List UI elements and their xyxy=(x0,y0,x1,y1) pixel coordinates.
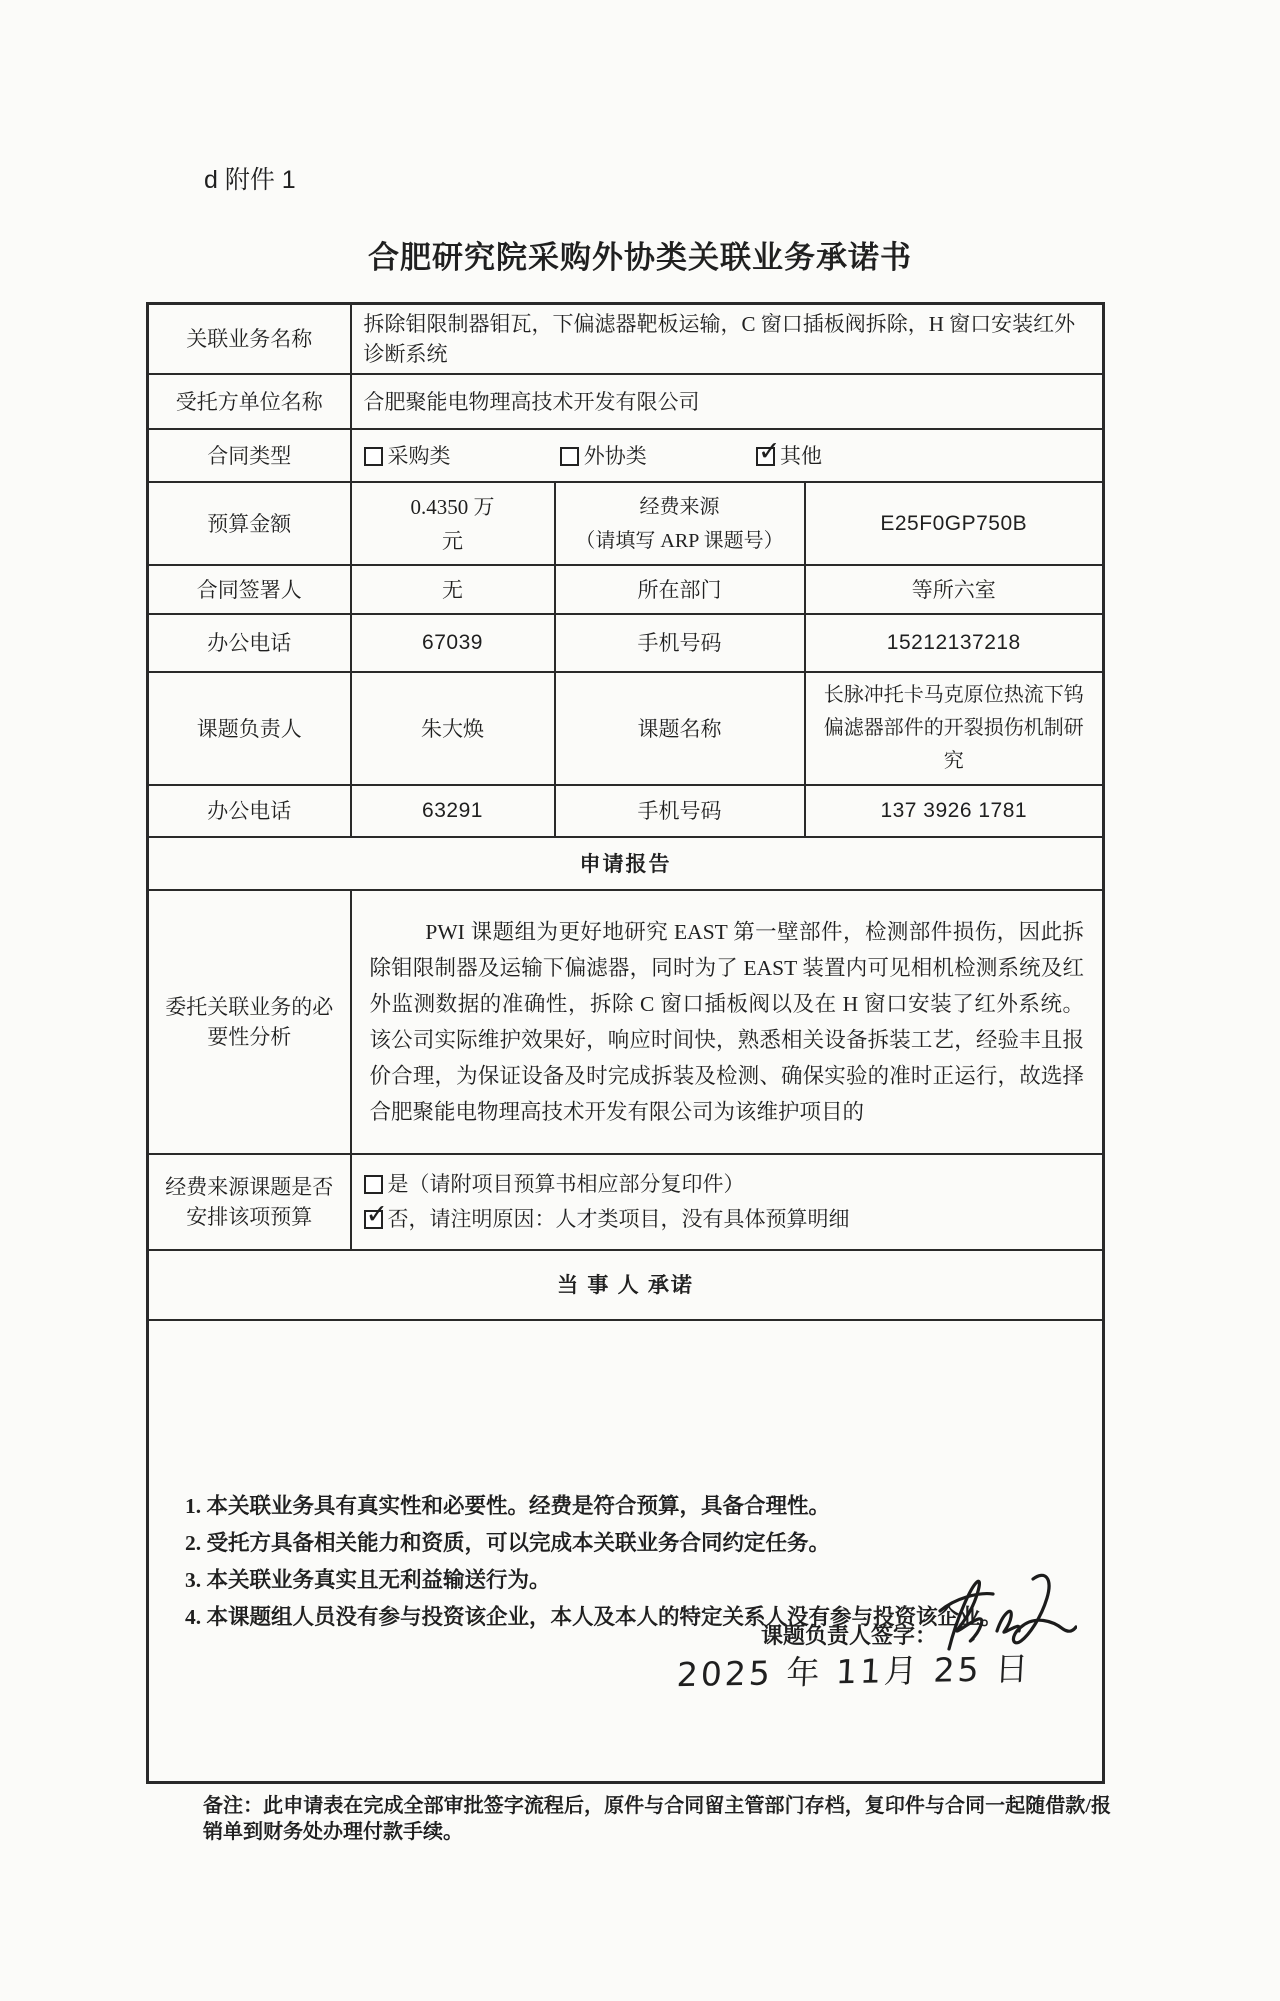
row-office-phone-1 xyxy=(148,614,1104,672)
commitment-item: 4. 本课题组人员没有参与投资该企业，本人及本人的特定关系人没有参与投资该企业。 xyxy=(185,1604,1003,1629)
project-title: 长脉冲托卡马克原位热流下钨偏滤器部件的开裂损伤机制研究 xyxy=(805,672,1104,785)
project-label: 课题名称 xyxy=(555,672,805,785)
row-office-phone-2 xyxy=(148,785,1104,837)
office-phone-1-label: 办公电话 xyxy=(148,614,351,672)
contract-type-label: 合同类型 xyxy=(148,429,351,482)
budget-label: 预算金额 xyxy=(148,482,351,565)
pi-name: 朱大焕 xyxy=(351,672,555,785)
contract-type-options xyxy=(351,429,1104,482)
funding-source-label: 经费来源 （请填写 ARP 课题号） xyxy=(555,482,805,565)
signer-label: 合同签署人 xyxy=(148,565,351,614)
row-commitment-body xyxy=(148,1320,1104,1782)
checkbox-no-icon: ✓ xyxy=(365,1199,389,1230)
row-report-header xyxy=(148,837,1104,890)
signature-label: 课题负责人签字： xyxy=(761,1623,938,1648)
contract-type-option-label: 外协类 xyxy=(583,443,647,468)
budget-amount-line2: 元 xyxy=(442,528,463,553)
budget-amount-line1: 0.4350 万 xyxy=(410,494,495,519)
row-signer xyxy=(148,565,1104,614)
commitment-body xyxy=(148,1320,1104,1782)
trustee-label: 受托方单位名称 xyxy=(148,374,351,429)
contract-type-option-outsource xyxy=(560,441,647,471)
arp-code: E25F0GP750B xyxy=(805,482,1104,565)
checkbox-other-icon: ✓ xyxy=(758,435,781,467)
mobile-1-label: 手机号码 xyxy=(555,614,805,672)
attachment-label: d 附件 1 xyxy=(204,166,296,194)
footer-note-label: 备注： xyxy=(203,1795,264,1817)
office-phone-1-value: 67039 xyxy=(351,614,555,672)
trustee-value: 合肥聚能电物理高技术开发有限公司 xyxy=(351,374,1104,429)
budget-arranged-options xyxy=(351,1154,1104,1250)
contract-type-option-other xyxy=(756,435,822,471)
commitment-item: 3. 本关联业务真实且无利益输送行为。 xyxy=(185,1567,551,1592)
commitment-item: 1. 本关联业务具有真实性和必要性。经费是符合预算，具备合理性。 xyxy=(185,1493,831,1518)
row-budget-arranged xyxy=(148,1154,1104,1250)
document-title: 合肥研究院采购外协类关联业务承诺书 xyxy=(368,240,912,275)
row-trustee xyxy=(148,374,1104,429)
office-phone-2-value: 63291 xyxy=(351,785,555,837)
mobile-2-label: 手机号码 xyxy=(555,785,805,837)
row-contract-type xyxy=(148,429,1104,482)
dept-label: 所在部门 xyxy=(555,565,805,614)
row-necessity xyxy=(148,890,1104,1154)
business-name-value: 拆除钼限制器钼瓦，下偏滤器靶板运输，C 窗口插板阀拆除，H 窗口安装红外诊断系统 xyxy=(351,304,1104,375)
dept-value: 等所六室 xyxy=(805,565,1104,614)
necessity-text: PWI 课题组为更好地研究 EAST 第一壁部件，检测部件损伤，因此拆除钼限制器及运输下偏滤器，同时为了 EAST 装置内可见相机检测系统及红外监测数据的准确性，拆除 C 窗口插板阀以及在 H 窗口安装了红外系统。该公司实际维护效果好，响应时间快，熟悉相关设备拆装工艺，经验丰且报价合理，为保证设备及时完成拆装及检测、确保实验的准时正运行，故选择合肥聚能电物理高技术开发有限公司为该维护项目的 xyxy=(369,920,1085,1124)
budget-arranged-option-yes: 是（请附项目预算书相应部分复印件） xyxy=(364,1167,1091,1202)
row-pi xyxy=(148,672,1104,785)
row-budget xyxy=(148,482,1104,565)
mobile-2-value: 137 3926 1781 xyxy=(805,785,1104,837)
contract-type-option-purchase xyxy=(364,441,451,471)
contract-type-option-label: 采购类 xyxy=(387,443,451,468)
necessity-label: 委托关联业务的必要性分析 xyxy=(148,890,351,1154)
contract-type-option-label: 其他 xyxy=(780,443,822,468)
form-table xyxy=(146,302,1105,1784)
checkbox-yes-icon xyxy=(364,1175,383,1194)
commitment-header: 当 事 人 承诺 xyxy=(148,1250,1104,1320)
footer-note-text: 此申请表在完成全部审批签字流程后，原件与合同留主管部门存档，复印件与合同一起随借款/报销单到财务处办理付款手续。 xyxy=(203,1795,1112,1843)
business-name-label: 关联业务名称 xyxy=(148,304,351,375)
necessity-cell xyxy=(351,890,1104,1154)
checkbox-outsource-icon xyxy=(560,447,579,466)
signer-value: 无 xyxy=(351,565,555,614)
commitment-item: 2. 受托方具备相关能力和资质，可以完成本关联业务合同约定任务。 xyxy=(185,1530,831,1555)
mobile-1-value: 15212137218 xyxy=(805,614,1104,672)
signature-date: 2025 年 11月 25 日 xyxy=(675,1648,1033,1695)
budget-arranged-label: 经费来源课题是否安排该项预算 xyxy=(148,1154,351,1250)
footer-note xyxy=(203,1793,1111,1845)
row-business-name xyxy=(148,304,1104,375)
application-report-header: 申请报告 xyxy=(148,837,1104,890)
row-commitment-header xyxy=(148,1250,1104,1320)
budget-amount xyxy=(351,482,555,565)
budget-arranged-option-no: ✓ 否，请注明原因：人才类项目，没有具体预算明细 xyxy=(365,1199,850,1231)
office-phone-2-label: 办公电话 xyxy=(148,785,351,837)
checkbox-purchase-icon xyxy=(364,447,383,466)
pi-label: 课题负责人 xyxy=(148,672,351,785)
